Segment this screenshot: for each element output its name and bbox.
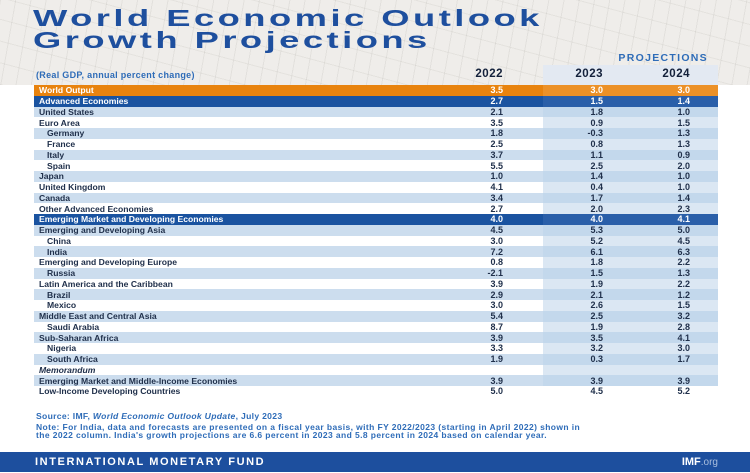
- value-2024: 2.2: [636, 257, 718, 268]
- value-2023: 4.0: [543, 214, 636, 225]
- value-2022: 2.1: [490, 106, 503, 117]
- value-2024: 2.2: [636, 279, 718, 290]
- value-2024: 5.0: [636, 225, 718, 236]
- value-2024: 3.2: [636, 311, 718, 322]
- value-2022: 4.1: [490, 182, 503, 193]
- value-2023: 5.3: [543, 225, 636, 236]
- table-row: [34, 117, 718, 128]
- table-row: [34, 343, 718, 354]
- row-label: Emerging Market and Developing Economies: [39, 214, 224, 225]
- table-row: [34, 246, 718, 257]
- table-row: [34, 268, 718, 279]
- value-2023: 0.8: [543, 139, 636, 150]
- table-row: [34, 139, 718, 150]
- table-row: [34, 354, 718, 365]
- value-2022: 3.9: [490, 375, 503, 386]
- value-2023: 1.8: [543, 107, 636, 118]
- value-2022: 3.5: [490, 85, 503, 96]
- value-2023: 1.9: [543, 322, 636, 333]
- value-2023: 1.5: [543, 96, 636, 107]
- value-2022: 3.0: [490, 235, 503, 246]
- value-2024: 0.9: [636, 150, 718, 161]
- table-row: [34, 365, 718, 376]
- table-row: [34, 279, 718, 290]
- value-2024: [636, 365, 718, 376]
- row-label: Emerging Market and Middle-Income Economies: [39, 375, 238, 386]
- value-2024: 3.0: [636, 343, 718, 354]
- value-2022: 5.4: [490, 311, 503, 322]
- value-2023: 1.1: [543, 150, 636, 161]
- table-row: [34, 375, 718, 386]
- table-row: [34, 160, 718, 171]
- value-2022: 3.9: [490, 278, 503, 289]
- table-row: [34, 85, 718, 96]
- value-2022: 2.9: [490, 289, 503, 300]
- value-2022: 3.3: [490, 343, 503, 354]
- page-title-line2: Growth Projections: [33, 27, 431, 53]
- row-label: United Kingdom: [39, 182, 106, 193]
- imf-website-suffix: .org: [700, 457, 718, 468]
- value-2024: 1.5: [636, 117, 718, 128]
- source-suffix: , July 2023: [235, 411, 283, 421]
- table-row: [34, 182, 718, 193]
- row-label: Sub-Saharan Africa: [39, 332, 119, 343]
- table-subtitle: (Real GDP, annual percent change): [36, 70, 195, 80]
- value-2023: 2.0: [543, 203, 636, 214]
- imf-website-bold: IMF: [681, 456, 701, 468]
- row-label: Middle East and Central Asia: [39, 311, 157, 322]
- table-row: [34, 128, 718, 139]
- table-row: [34, 311, 718, 322]
- row-label: Nigeria: [47, 343, 77, 354]
- value-2024: 4.1: [636, 214, 718, 225]
- row-label: Mexico: [47, 300, 77, 311]
- row-label: Brazil: [47, 289, 71, 300]
- value-2023: 0.4: [543, 182, 636, 193]
- value-2023: 3.9: [543, 375, 636, 386]
- value-2022: 3.4: [490, 192, 503, 203]
- value-2023: 2.5: [543, 311, 636, 322]
- footer-bar: [0, 452, 750, 472]
- value-2024: 4.5: [636, 236, 718, 247]
- value-2023: 3.2: [543, 343, 636, 354]
- value-2023: 0.9: [543, 117, 636, 128]
- value-2022: 3.9: [490, 332, 503, 343]
- table-row: [34, 203, 718, 214]
- value-2022: 2.7: [490, 203, 503, 214]
- value-2023: 1.9: [543, 279, 636, 290]
- value-2024: 2.8: [636, 322, 718, 333]
- row-label: Advanced Economies: [39, 96, 129, 107]
- value-2024: 1.2: [636, 289, 718, 300]
- row-label: Japan: [39, 171, 64, 182]
- imf-org-name: INTERNATIONAL MONETARY FUND: [35, 456, 266, 468]
- table-row: [34, 171, 718, 182]
- value-2022: 4.5: [490, 225, 503, 236]
- row-label: United States: [39, 106, 94, 117]
- table-row: [34, 386, 718, 397]
- india-footnote: Note: For India, data and forecasts are presented on a fiscal year basis, with FY 2022/2023 (starting in April 2022) shown in the 2022 column. India's growth projections are 6.6 percent in 2023 and 5.8 percent in 2024 based on calendar year.: [36, 422, 581, 440]
- value-2024: 1.0: [636, 182, 718, 193]
- column-header-2023: 2023: [575, 68, 603, 80]
- value-2022: 2.7: [490, 96, 503, 107]
- value-2023: 0.3: [543, 354, 636, 365]
- value-2022: 8.7: [490, 321, 503, 332]
- value-2022: 2.5: [490, 139, 503, 150]
- value-2023: 2.1: [543, 289, 636, 300]
- page-title-line1: World Economic Outlook: [33, 5, 543, 31]
- table-row: [34, 150, 718, 161]
- table-row: [34, 236, 718, 247]
- value-2023: -0.3: [543, 128, 636, 139]
- value-2022: 1.8: [490, 128, 503, 139]
- value-2024: 6.3: [636, 246, 718, 257]
- row-label: Italy: [47, 149, 65, 160]
- value-2024: 2.3: [636, 203, 718, 214]
- row-label: Emerging and Developing Asia: [39, 225, 166, 236]
- value-2023: 1.8: [543, 257, 636, 268]
- value-2022: 4.0: [490, 214, 503, 225]
- value-2022: 3.0: [490, 300, 503, 311]
- page-title: [33, 7, 543, 51]
- row-label: World Output: [39, 85, 94, 96]
- source-publication: World Economic Outlook Update: [92, 411, 236, 421]
- value-2024: 2.0: [636, 160, 718, 171]
- value-2023: 1.5: [543, 268, 636, 279]
- row-label: Low-Income Developing Countries: [39, 386, 181, 397]
- value-2023: 2.5: [543, 160, 636, 171]
- value-2022: -2.1: [487, 268, 503, 279]
- table-row: [34, 96, 718, 107]
- value-2024: 1.3: [636, 268, 718, 279]
- value-2024: 1.3: [636, 139, 718, 150]
- value-2022: 0.8: [490, 257, 503, 268]
- value-2023: 1.7: [543, 193, 636, 204]
- value-2022: 5.5: [490, 160, 503, 171]
- table-row: [34, 107, 718, 118]
- value-2022: 7.2: [490, 246, 503, 257]
- value-2022: 3.5: [490, 117, 503, 128]
- value-2024: 1.7: [636, 354, 718, 365]
- growth-table: [34, 85, 718, 397]
- row-label: Canada: [39, 192, 71, 203]
- row-label: South Africa: [47, 354, 98, 365]
- value-2023: 4.5: [590, 386, 603, 397]
- row-label: Russia: [47, 268, 76, 279]
- value-2023: [543, 365, 636, 376]
- value-2024: 1.0: [636, 107, 718, 118]
- table-row: [34, 193, 718, 204]
- value-2023: 3.0: [543, 85, 636, 96]
- source-prefix: Source: IMF,: [36, 411, 93, 421]
- row-label: Saudi Arabia: [47, 321, 100, 332]
- value-2024: 1.4: [636, 96, 718, 107]
- column-header-2024: 2024: [662, 68, 690, 80]
- value-2023: 6.1: [543, 246, 636, 257]
- row-label: Spain: [47, 160, 71, 171]
- table-row: [34, 289, 718, 300]
- row-label: Memorandum: [39, 364, 96, 375]
- table-row: [34, 225, 718, 236]
- value-2023: 5.2: [543, 236, 636, 247]
- table-row: [34, 332, 718, 343]
- value-2024: 5.2: [677, 386, 690, 397]
- row-label: Euro Area: [39, 117, 80, 128]
- value-2024: 1.0: [636, 171, 718, 182]
- value-2023: 3.5: [543, 332, 636, 343]
- column-header-2022: 2022: [475, 68, 503, 80]
- table-row: [34, 322, 718, 333]
- value-2024: 1.5: [636, 300, 718, 311]
- row-label: France: [47, 139, 76, 150]
- source-note: [36, 411, 282, 421]
- projections-label: PROJECTIONS: [618, 52, 708, 64]
- value-2024: 4.1: [636, 332, 718, 343]
- value-2023: 1.4: [543, 171, 636, 182]
- table-row: [34, 257, 718, 268]
- table-row: [34, 214, 718, 225]
- row-label: China: [47, 235, 71, 246]
- imf-website: [682, 452, 718, 473]
- table-row: [34, 300, 718, 311]
- value-2022: [418, 365, 543, 376]
- value-2024: 1.4: [636, 193, 718, 204]
- row-label: Germany: [47, 128, 85, 139]
- value-2022: 1.0: [490, 171, 503, 182]
- row-label: India: [47, 246, 68, 257]
- row-label: Emerging and Developing Europe: [39, 257, 177, 268]
- value-2022: 3.7: [490, 149, 503, 160]
- value-2022: 1.9: [490, 354, 503, 365]
- row-label: Latin America and the Caribbean: [39, 278, 173, 289]
- value-2024: 3.0: [636, 85, 718, 96]
- value-2024: 3.9: [636, 375, 718, 386]
- value-2024: 1.3: [636, 128, 718, 139]
- value-2023: 2.6: [543, 300, 636, 311]
- row-label: Other Advanced Economies: [39, 203, 154, 214]
- value-2022: 5.0: [490, 386, 503, 397]
